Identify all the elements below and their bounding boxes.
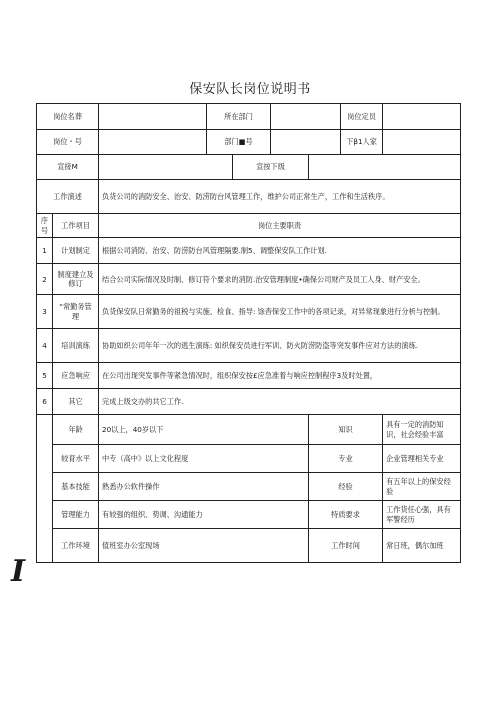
requirement-label: 工作环境 <box>53 529 99 563</box>
duty-row <box>37 295 461 329</box>
duty-no: 4 <box>37 329 53 363</box>
duty-desc: 完成上级交办的共它工作. <box>99 389 461 415</box>
header-row-1 <box>37 104 461 130</box>
requirement-value: 常日班，偶尔加班 <box>383 529 461 563</box>
requirement-label: 经验 <box>309 473 383 501</box>
duty-desc: 协助如织公司年年一次的逃生演练: 如织保安员进行军训、防火防涝防盗等突发事件应对方法的演练. <box>99 329 461 363</box>
duties-desc-header: 岗位主要职责 <box>99 214 461 238</box>
direct-superior-value <box>99 155 233 180</box>
duties-no-header: 序号 <box>37 214 53 238</box>
position-name-value <box>99 104 207 130</box>
requirement-label: 知识 <box>309 415 383 445</box>
requirements-side-cell <box>37 415 53 563</box>
requirement-value: 有五年以上的保安经验 <box>383 473 461 501</box>
direct-subordinate-value <box>309 155 461 180</box>
requirement-value: 中专（高中》以上文化程度 <box>99 445 309 473</box>
duty-row <box>37 238 461 264</box>
page-title: 保安队长岗位说明书 <box>189 82 311 97</box>
duty-no: 2 <box>37 264 53 295</box>
duty-no: 3 <box>37 295 53 329</box>
requirement-value: 值班室办公室现场 <box>99 529 309 563</box>
requirement-label: 较育水平 <box>53 445 99 473</box>
duty-desc: 在公司出现突发事件等紧急情况时，组织保安按£应急准着与响应控制程序3及时处置， <box>99 363 461 389</box>
department-code-value <box>271 130 341 155</box>
duty-item: 计划制定 <box>53 238 99 264</box>
position-code-label: 岗位・号 <box>37 130 99 155</box>
duty-desc: 根据公司消防、治安、防涝防台风管理隔要.制5、调整保安队工作计划. <box>99 238 461 264</box>
duty-row <box>37 264 461 295</box>
requirement-row <box>37 445 461 473</box>
direct-superior-label: 宣接M <box>37 155 99 180</box>
requirement-label: 管理能力 <box>53 501 99 529</box>
duty-row <box>37 389 461 415</box>
duties-header-row <box>37 214 461 238</box>
department-code-label: 部门■号 <box>207 130 271 155</box>
header-row-3 <box>37 155 461 180</box>
duty-row <box>37 363 461 389</box>
department-value <box>271 104 341 130</box>
duty-item: 应急响应 <box>53 363 99 389</box>
requirement-row <box>37 473 461 501</box>
job-description-table <box>36 103 461 563</box>
margin-mark: I <box>11 554 26 589</box>
summary-label: 工作演述 <box>37 180 99 214</box>
requirement-label: 专业 <box>309 445 383 473</box>
requirement-row <box>37 415 461 445</box>
requirement-label: 特质要求 <box>309 501 383 529</box>
direct-subordinate-label: 宣按下级 <box>233 155 309 180</box>
subordinates-label: 下β1人家 <box>341 130 383 155</box>
duty-item: 培训演练 <box>53 329 99 363</box>
requirement-value: 有较强的组织、势调、沟通能力 <box>99 501 309 529</box>
requirement-value: 熟悉办公软件操作 <box>99 473 309 501</box>
requirement-value: 工作货任心强，具有军警经历 <box>383 501 461 529</box>
requirement-label: 基本技能 <box>53 473 99 501</box>
position-code-value <box>99 130 207 155</box>
duty-item: 制度建立及修订 <box>53 264 99 295</box>
duty-no: 5 <box>37 363 53 389</box>
duty-item: 其它 <box>53 389 99 415</box>
duty-desc: 负货保安队日常勤务的祖税与实施、检食、指导: 馀杳保安工作中的各项记录，对异常现象进行分析与控制。 <box>99 295 461 329</box>
headcount-value <box>383 104 461 130</box>
headcount-label: 岗位定员 <box>341 104 383 130</box>
duty-no: 1 <box>37 238 53 264</box>
requirement-value: 具有一定的消防知识，社会经验丰富 <box>383 415 461 445</box>
duty-no: 6 <box>37 389 53 415</box>
subordinates-value <box>383 130 461 155</box>
position-name-label: 岗位名葬 <box>37 104 99 130</box>
duty-desc: 结合公司实际情况及时制、修订符个要求的消防.治安管理制度•确保公司财产及员工人身、财产安全。 <box>99 264 461 295</box>
requirement-row <box>37 529 461 563</box>
summary-row <box>37 180 461 214</box>
header-row-2 <box>37 130 461 155</box>
requirement-label: 工作时间 <box>309 529 383 563</box>
requirement-row <box>37 501 461 529</box>
requirement-label: 年龄 <box>53 415 99 445</box>
summary-text: 负货公司的消防安全、治安、防涝防台风管理工作，维护公司正常生产，工作和生活秩序。 <box>99 180 461 214</box>
duties-item-header: 工作项目 <box>53 214 99 238</box>
department-label: 所在部门 <box>207 104 271 130</box>
duty-item: “常勤务管理 <box>53 295 99 329</box>
duty-row <box>37 329 461 363</box>
requirement-value: 20以上，40岁以下 <box>99 415 309 445</box>
requirement-value: 企业管理相关专业 <box>383 445 461 473</box>
